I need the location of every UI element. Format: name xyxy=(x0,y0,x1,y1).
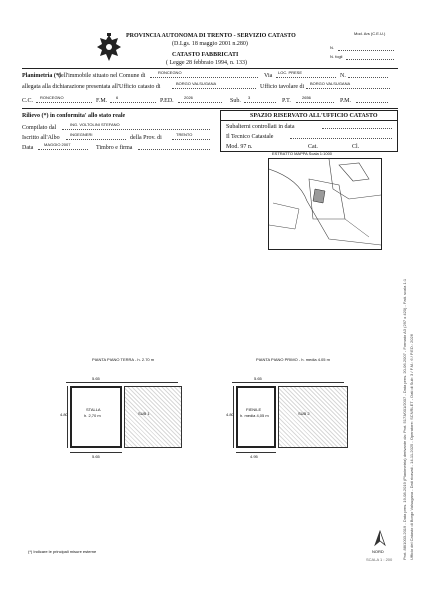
side-text: Prot. 88/1003-2019 - Data pres. 19-08-2019 (Planimetria) derivante da: Prot. 5173/001/2007 - Data pres. 20-06-2007 - Formato A3 (297 x 420) - Fatt. scala 1:1 xyxy=(402,278,407,560)
sub-value: 3 xyxy=(248,95,251,100)
north-arrow-icon xyxy=(372,530,388,548)
cat-label: Cat. xyxy=(308,144,318,150)
header-n-label: N. xyxy=(330,45,334,50)
n-label: N. xyxy=(340,73,346,79)
header-mod: Mod. Ars (C.E.U.) xyxy=(354,31,386,36)
terra-sub1-area xyxy=(124,386,182,448)
header-fogli-label: N. fogli xyxy=(330,54,343,59)
subalterni-label: Subalterni controllati in data xyxy=(226,124,295,130)
side-text-2: Ufficio del Catasto di Borgo Valsugana - Dati ricavati - 14-11-2025 - Operatore: SCNRLET - Dati di Sub: 3 / F.M.: 6 / P.ED.: 2026 xyxy=(409,334,414,560)
prov-label: della Prov. di xyxy=(130,135,162,141)
data-value: MAGGIO 2007 xyxy=(44,142,71,147)
primo-sub-label: SUB 2 xyxy=(298,411,310,416)
prov-value: TRENTO xyxy=(176,132,193,137)
timbro-label: Timbro e firma xyxy=(96,145,133,151)
terra-room-height: h. 2,70 m xyxy=(84,413,101,418)
coat-of-arms-icon xyxy=(96,33,122,65)
terra-dim-left: 4.80 xyxy=(60,412,68,417)
fm-value: 6 xyxy=(116,95,119,100)
data-label: Data xyxy=(22,145,34,151)
terra-dim-bottom: 5.65 xyxy=(92,454,100,459)
iscritto-value: INGEGNERI xyxy=(70,132,93,137)
compilato-label: Compilato dal xyxy=(22,125,57,131)
terra-title: PIANTA PIANO TERRA - h. 2.70 m xyxy=(92,357,155,362)
terra-dim-top: 5.65 xyxy=(92,376,100,381)
ped-label: P.ED. xyxy=(160,98,174,104)
pm-label: P.M. xyxy=(340,98,352,104)
planimetria-text: dell'immobile situato nel Comune di xyxy=(58,73,146,79)
comune-value: RONCEGNO xyxy=(158,70,182,75)
ufficio-tav-value: BORGO VALSUGANA xyxy=(310,81,351,86)
ped-value: 2026 xyxy=(184,95,193,100)
cl-label: Cl. xyxy=(352,144,360,150)
ufficio-tav-label: Ufficio tavolare di xyxy=(260,84,305,90)
mappa-title: ESTRATTO MAPPA Scala 1:1000 xyxy=(272,151,333,156)
north-label: NORD xyxy=(372,549,384,554)
primo-dim-bottom: 4.95 xyxy=(250,454,258,459)
primo-room-height: h. media 4,05 m xyxy=(240,413,269,418)
fm-label: F.M. xyxy=(96,98,108,104)
mod97-label: Mod. 97 n. xyxy=(226,144,253,150)
pt-value: 2656 xyxy=(302,95,311,100)
mappa-drawing xyxy=(269,159,381,249)
sub-label: Sub. xyxy=(230,98,241,104)
footnote: (*) Indicare le principali misure esterne xyxy=(28,549,97,554)
scale-label: SCALA 1 : 200 xyxy=(366,557,393,562)
header-decree: (D.Lgs. 18 maggio 2001 n.280) xyxy=(172,41,248,47)
cc-value: RONCEGNO xyxy=(40,95,64,100)
allegata-text: allegata alla dichiarazione presentata all'Ufficio catasto di xyxy=(22,84,161,90)
terra-room-name: STALLA xyxy=(86,407,101,412)
planimetria-label: Planimetria (*) xyxy=(22,73,61,79)
cc-label: C.C. xyxy=(22,98,34,104)
riservato-title: SPAZIO RISERVATO ALL'UFFICIO CATASTO xyxy=(250,113,378,119)
via-label: Via xyxy=(264,73,273,79)
terra-sub-label: SUB 1 xyxy=(138,411,150,416)
primo-room-name: FIENILE xyxy=(246,407,262,412)
ufficio-value: BORGO VALSUGANA xyxy=(176,81,217,86)
tecnico-label: Il Tecnico Catastale xyxy=(226,134,274,140)
primo-dim-left: 4.80 xyxy=(226,412,234,417)
rilievo-title: Rilievo (*) in conformita' allo stato reale xyxy=(22,113,126,119)
primo-title: PIANTA PIANO PRIMO - h. media 4.05 m xyxy=(256,357,330,362)
header-law: ( Legge 28 febbraio 1994, n. 133) xyxy=(166,60,247,66)
via-value: LOC. PRESE xyxy=(278,70,303,75)
primo-dim-top: 5.65 xyxy=(254,376,262,381)
mappa-box xyxy=(268,158,382,250)
pt-label: P.T. xyxy=(282,98,291,104)
header-title: CATASTO FABBRICATI xyxy=(172,52,239,58)
iscritto-label: Iscritto all'Albo xyxy=(22,135,60,141)
compilato-value: ING. VOLTOLINI STEFANO xyxy=(70,122,120,127)
header-province: PROVINCIA AUTONOMA DI TRENTO - SERVIZIO CATASTO xyxy=(126,33,296,39)
primo-sub2-area xyxy=(278,386,348,448)
